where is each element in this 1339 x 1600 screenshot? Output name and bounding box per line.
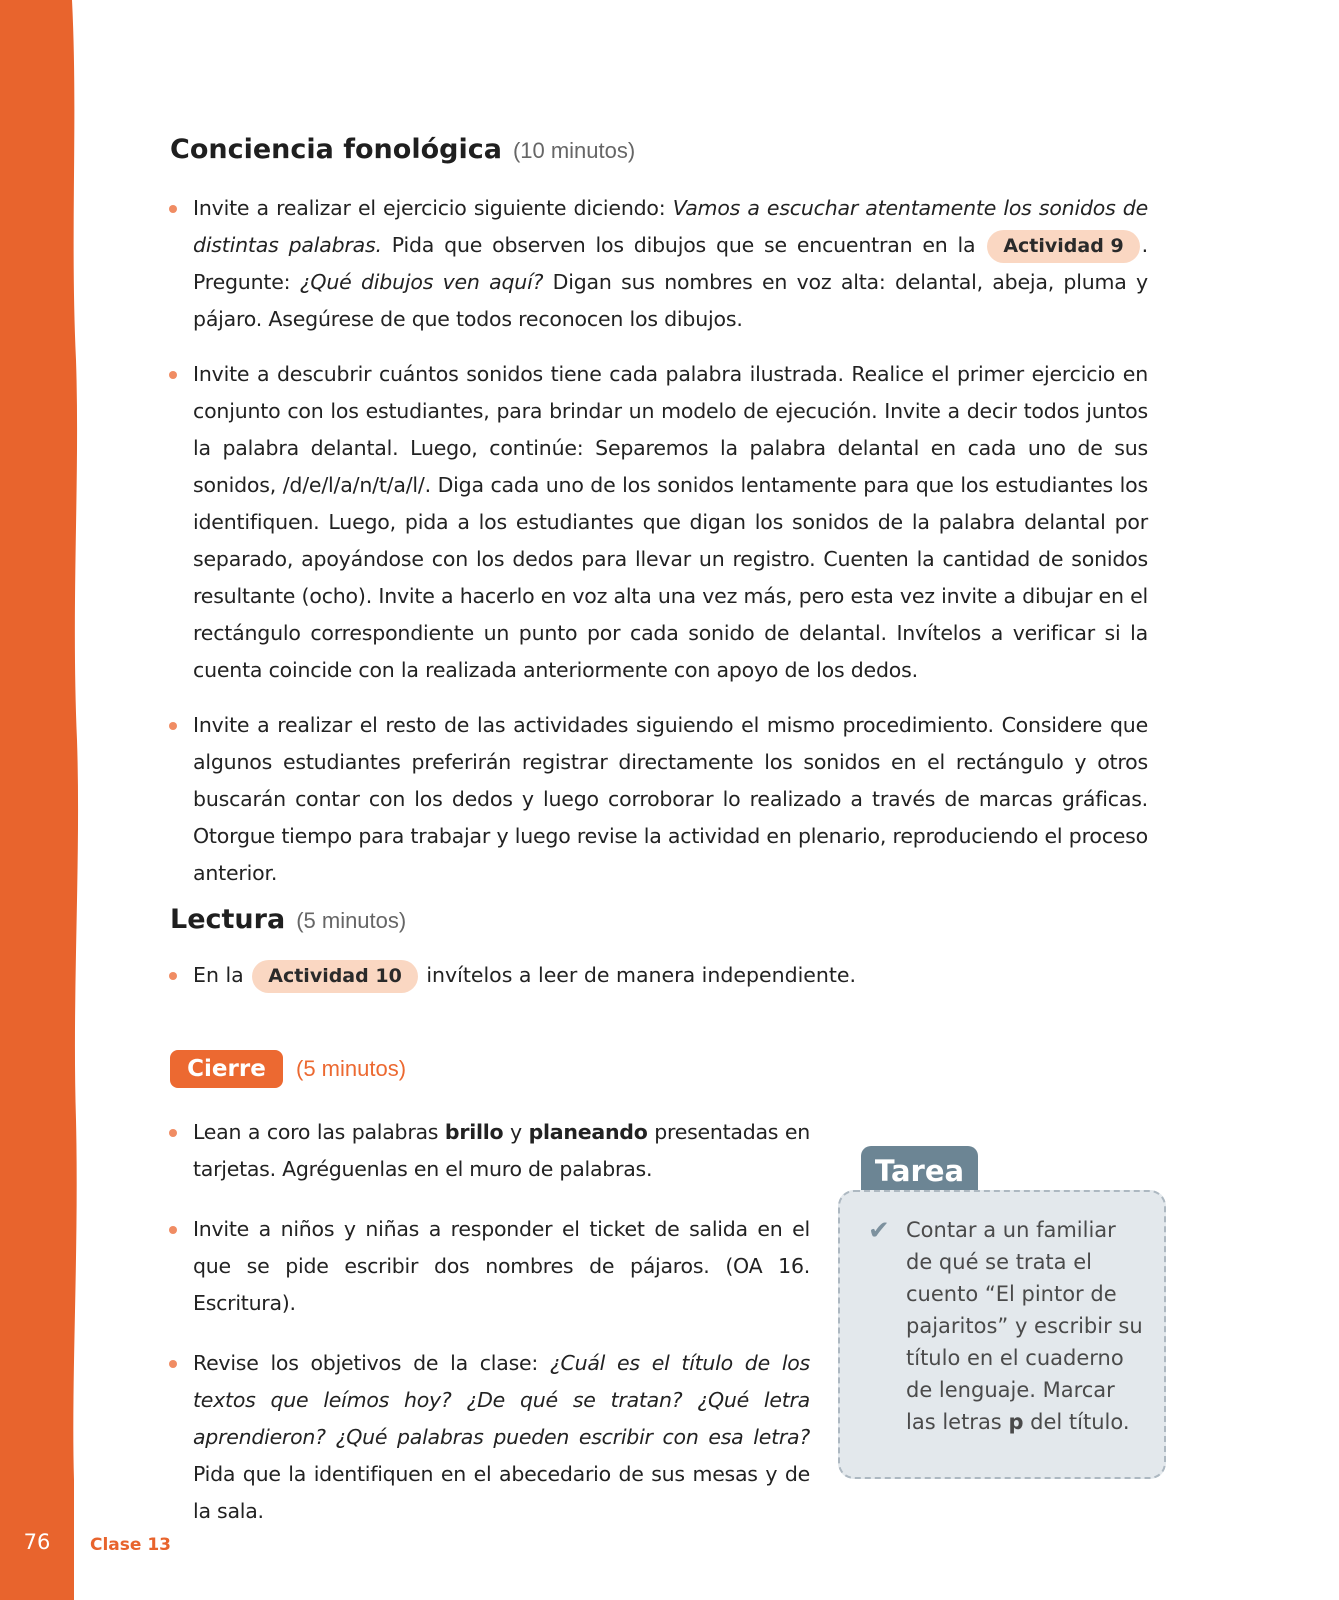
cierre-list — [168, 1114, 810, 1530]
list-item: Revise los objetivos de la clase: ¿Cuál es el título de los textos que leímos hoy? ¿De qué se tratan? ¿Qué letra aprendieron? ¿Qué palabras pueden escribir con esa letra? Pida que la identifiquen en el abecedario de sus mesas y de la sala. — [168, 1345, 810, 1530]
section-minutes: (5 minutos) — [296, 1056, 407, 1081]
list-item: En la Actividad 10 invítelos a leer de manera independiente. — [168, 957, 1148, 994]
section-title: Lectura — [170, 904, 286, 935]
cierre-badge: Cierre — [170, 1050, 283, 1088]
section-minutes: (5 minutos) — [296, 908, 407, 933]
section-label: Clase 13 — [90, 1535, 171, 1555]
tarea-title: Tarea — [861, 1146, 978, 1192]
section-heading-lectura — [170, 904, 406, 935]
activity-badge: Actividad 9 — [987, 230, 1139, 263]
section-minutes: (10 minutos) — [512, 138, 636, 163]
list-item: Invite a descubrir cuántos sonidos tiene cada palabra ilustrada. Realice el primer ejercicio en conjunto con los estudiantes, para brindar un modelo de ejecución. Invite a decir todos juntos la palabra delantal. Luego, continúe: Separemos la palabra delantal en cada uno de sus sonidos, /d/e/l/a/n/t/a/l/. Diga cada uno de los sonidos lentamente para que los estudiantes los identifiquen. Luego, pida a los estudiantes que digan los sonidos de la palabra delantal por separado, apoyándose con los dedos para llevar un registro. Cuenten la cantidad de sonidos resultante (ocho). Invite a hacerlo en voz alta una vez más, pero esta vez invite a dibujar en el rectángulo correspondiente un punto por cada sonido de delantal. Invítelos a verificar si la cuenta coincide con la realizada anteriormente con apoyo de los dedos. — [168, 356, 1148, 689]
section-heading-cierre — [170, 1050, 406, 1088]
activity-badge: Actividad 10 — [252, 960, 418, 993]
page-number: 76 — [23, 1530, 51, 1554]
list-item: Invite a realizar el resto de las actividades siguiendo el mismo procedimiento. Considere que algunos estudiantes preferirán registrar directamente los sonidos en el rectángulo y otros buscarán contar con los dedos y luego corroborar lo realizado a través de marcas gráficas. Otorgue tiempo para trabajar y luego revise la actividad en plenario, reproduciendo el proceso anterior. — [168, 707, 1148, 892]
list-item: Invite a niños y niñas a responder el ticket de salida en el que se pide escribir dos nombres de pájaros. (OA 16. Escritura). — [168, 1211, 810, 1322]
list-item: Invite a realizar el ejercicio siguiente diciendo: Vamos a escuchar atentamente los sonidos de distintas palabras. Pida que observen los dibujos que se encuentran en la Actividad 9 . Pregunte: ¿Qué dibujos ven aquí? Digan sus nombres en voz alta: delantal, abeja, pluma y pájaro. Asegúrese de que todos reconocen los dibujos. — [168, 190, 1148, 338]
list-item: Lean a coro las palabras brillo y planeando presentadas en tarjetas. Agréguenlas en el muro de palabras. — [168, 1114, 810, 1188]
checkmark-icon: ✔ — [868, 1216, 890, 1246]
tarea-text: Contar a un familiar de qué se trata el cuento “El pintor de pajaritos” y escribir su título en el cuaderno de lenguaje. Marcar las letras p del título. — [906, 1218, 1143, 1434]
section-heading-conciencia — [170, 134, 635, 165]
section-title: Conciencia fonológica — [170, 134, 502, 165]
orange-side-stripe — [0, 0, 80, 1600]
lectura-list — [168, 957, 1148, 994]
conciencia-list — [168, 190, 1148, 892]
tarea-box — [838, 1190, 1166, 1479]
